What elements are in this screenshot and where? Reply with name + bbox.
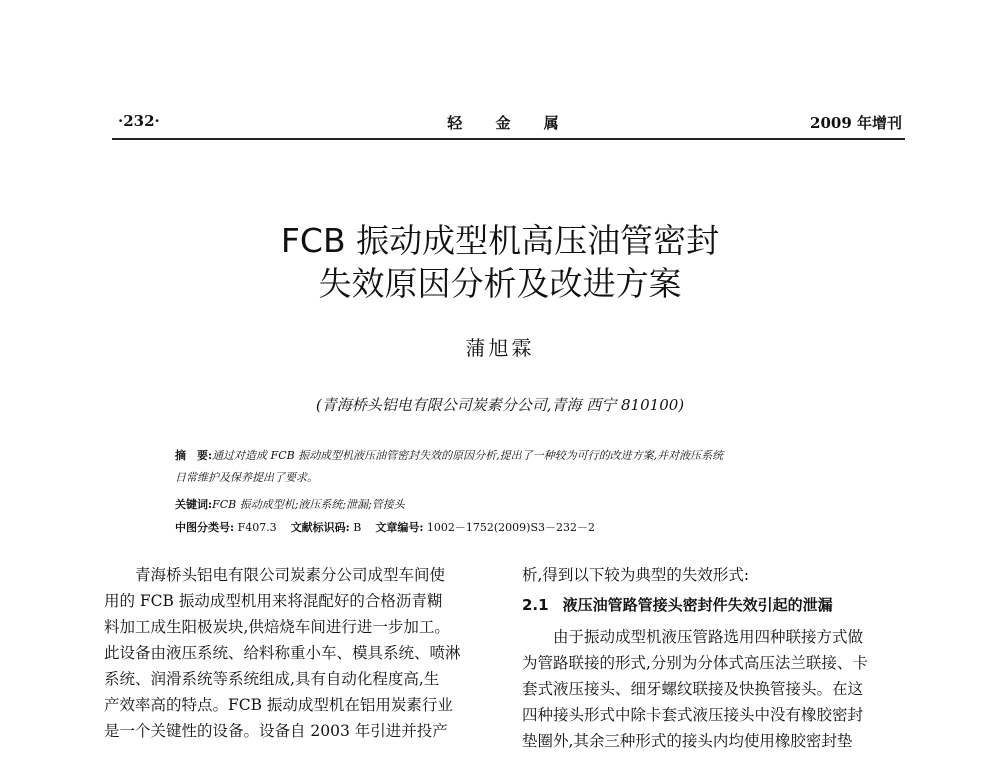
body-right-line: 垫圈外,其余三种形式的接头内均使用橡胶密封垫 xyxy=(522,732,853,750)
body-left-line: 青海桥头铝电有限公司炭素分公司成型车间使 xyxy=(135,566,446,584)
classification-line xyxy=(175,518,595,538)
running-header xyxy=(118,112,902,134)
body-left-line: 产效率高的特点。FCB 振动成型机在铝用炭素行业 xyxy=(104,696,453,714)
body-left-line: 系统、润滑系统等系统组成,具有自动化程度高,生 xyxy=(104,670,440,688)
author-affiliation: (青海桥头铝电有限公司炭素分公司,青海 西宁 810100) xyxy=(315,396,685,414)
body-right-line: 由于振动成型机液压管路选用四种联接方式做 xyxy=(553,628,864,646)
page-number: ·232· xyxy=(118,112,160,130)
body-right-line: 四种接头形式中除卡套式液压接头中没有橡胶密封 xyxy=(522,706,864,724)
abstract-line-1 xyxy=(175,446,723,466)
section-heading xyxy=(522,592,833,618)
keywords-text: FCB 振动成型机;液压系统;泄漏;管接头 xyxy=(212,498,405,511)
article-id-label: 文章编号: xyxy=(375,521,424,534)
body-left-line: 此设备由液压系统、给料称重小车、模具系统、喷淋 xyxy=(104,644,461,662)
body-right-line: 析,得到以下较为典型的失效形式: xyxy=(522,566,750,584)
body-left-line: 料加工成生阳极炭块,供焙烧车间进行进一步加工。 xyxy=(104,618,450,636)
abstract-text-2: 日常维护及保养提出了要求。 xyxy=(175,471,318,484)
body-right-line: 套式液压接头、细牙螺纹联接及快换管接头。在这 xyxy=(522,680,864,698)
keywords-line xyxy=(175,495,405,515)
article-title-line-1: FCB 振动成型机高压油管密封 xyxy=(280,221,720,260)
doc-code-value: B xyxy=(353,521,362,534)
abstract-label: 摘 要: xyxy=(175,449,213,462)
journal-name: 轻 金 属 xyxy=(447,114,573,132)
issue-label: 2009 年增刊 xyxy=(810,114,902,132)
section-title: 液压油管路管接头密封件失效引起的泄漏 xyxy=(562,596,833,614)
article-title-line-2: 失效原因分析及改进方案 xyxy=(318,264,682,303)
author-name: 蒲旭霖 xyxy=(465,336,535,360)
body-right-line: 为管路联接的形式,分别为分体式高压法兰联接、卡 xyxy=(522,654,868,672)
clc-label: 中图分类号: xyxy=(175,521,235,534)
doc-code-label: 文献标识码: xyxy=(290,521,350,534)
body-left-line: 是一个关键性的设备。设备自 2003 年引进并投产 xyxy=(104,722,448,740)
section-number: 2.1 xyxy=(522,596,549,614)
header-rule xyxy=(112,138,905,140)
keywords-label: 关键词: xyxy=(175,498,213,511)
article-id-value: 1002－1752(2009)S3－232－2 xyxy=(426,521,595,534)
abstract-text-1: 通过对造成 FCB 振动成型机液压油管密封失效的原因分析,提出了一种较为可行的改进方案,并对液压系统 xyxy=(212,449,724,462)
clc-value: F407.3 xyxy=(237,521,277,534)
body-left-line: 用的 FCB 振动成型机用来将混配好的合格沥青糊 xyxy=(104,592,443,610)
abstract-line-2 xyxy=(175,468,318,488)
